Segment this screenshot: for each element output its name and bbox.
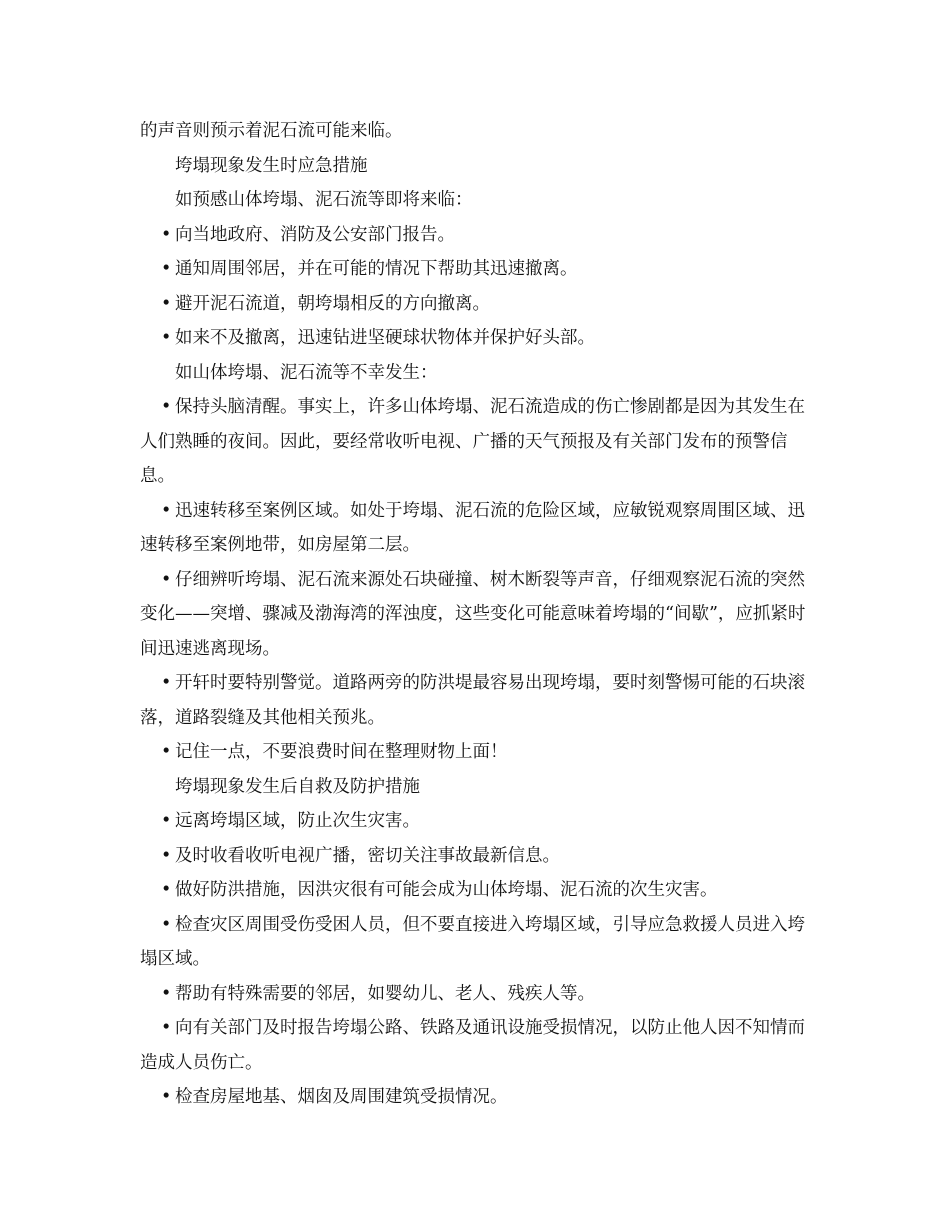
list-item: [140, 321, 820, 356]
list-item: [140, 494, 820, 563]
list-item-text: 向当地政府、消防及公安部门报告。: [175, 224, 455, 245]
bullet-icon: •: [161, 983, 172, 1004]
list-item: [140, 563, 820, 667]
list-item-text: 帮助有特殊需要的邻居，如婴幼儿、老人、残疾人等。: [175, 983, 595, 1004]
document-body: [140, 114, 820, 1115]
bullet-icon: •: [161, 914, 172, 935]
subsection-intro: 如山体垮塌、泥石流等不幸发生：: [175, 362, 438, 383]
list-item: [140, 390, 820, 494]
list-item: [140, 908, 820, 977]
list-item: [140, 252, 820, 287]
paragraph-text: 的声音则预示着泥石流可能来临。: [140, 121, 403, 141]
list-item-text: 开轩时要特别警觉。道路两旁的防洪堤最容易出现垮塌，要时刻警惕可能的石块滚落，道路裂缝及其他相关预兆。: [140, 673, 805, 728]
list-item-text: 检查房屋地基、烟囱及周围建筑受损情况。: [175, 1087, 508, 1107]
list-item-text: 记住一点，不要浪费时间在整理财物上面！: [175, 742, 508, 762]
list-item: [140, 735, 820, 770]
bullet-icon: •: [161, 328, 172, 348]
subsection-intro: 如预感山体垮塌、泥石流等即将来临：: [175, 190, 473, 210]
list-item: [140, 804, 820, 839]
list-item-text: 仔细辨听垮塌、泥石流来源处石块碰撞、树木断裂等声音，仔细观察泥石流的突然变化——突增、骤减及渤海湾的浑浊度，这些变化可能意味着垮塌的“间歇”，应抓紧时间迅速逃离现场。: [140, 569, 806, 659]
section-heading: 垮塌现象发生时应急措施: [175, 155, 368, 176]
list-item: [140, 666, 820, 735]
list-item-text: 保持头脑清醒。事实上，许多山体垮塌、泥石流造成的伤亡惨剧都是因为其发生在人们熟睡的夜间。因此，要经常收听电视、广播的天气预报及有关部门发布的预警信息。: [140, 397, 805, 486]
list-item-text: 如来不及撤离，迅速钻进坚硬球状物体并保护好头部。: [175, 328, 595, 348]
bullet-icon: •: [161, 673, 172, 693]
list-item-text: 通知周围邻居，并在可能的情况下帮助其迅速撤离。: [175, 259, 578, 279]
bullet-icon: •: [161, 845, 172, 866]
list-item: [140, 287, 820, 322]
list-item: [140, 1011, 820, 1080]
list-item-text: 远离垮塌区域，防止次生灾害。: [175, 811, 420, 831]
list-item: [140, 873, 820, 908]
bullet-icon: •: [161, 500, 172, 521]
bullet-icon: •: [161, 742, 172, 762]
bullet-icon: •: [161, 811, 172, 831]
list-item-text: 向有关部门及时报告垮塌公路、铁路及通讯设施受损情况，以防止他人因不知情而造成人员伤亡。: [140, 1018, 805, 1073]
list-item-text: 迅速转移至案例区域。如处于垮塌、泥石流的危险区域，应敏锐观察周围区域、迅速转移至案例地带，如房屋第二层。: [140, 500, 805, 555]
bullet-icon: •: [161, 293, 172, 314]
bullet-icon: •: [161, 397, 172, 417]
bullet-icon: •: [161, 224, 172, 245]
list-item: [140, 977, 820, 1012]
list-item-text: 及时收看收听电视广播，密切关注事故最新信息。: [175, 845, 560, 866]
list-item-text: 检查灾区周围受伤受困人员，但不要直接进入垮塌区域，引导应急救援人员进入垮塌区域。: [140, 914, 805, 969]
bullet-icon: •: [161, 569, 172, 590]
list-item-text: 避开泥石流道，朝垮塌相反的方向撤离。: [175, 293, 490, 314]
list-item-text: 做好防洪措施，因洪灾很有可能会成为山体垮塌、泥石流的次生灾害。: [175, 880, 718, 900]
list-item: [140, 1080, 820, 1115]
bullet-icon: •: [161, 259, 172, 279]
section-heading: 垮塌现象发生后自救及防护措施: [175, 776, 420, 797]
bullet-icon: •: [161, 1087, 172, 1107]
list-item: [140, 218, 820, 253]
bullet-icon: •: [161, 1018, 172, 1038]
bullet-icon: •: [161, 880, 172, 900]
list-item: [140, 839, 820, 874]
